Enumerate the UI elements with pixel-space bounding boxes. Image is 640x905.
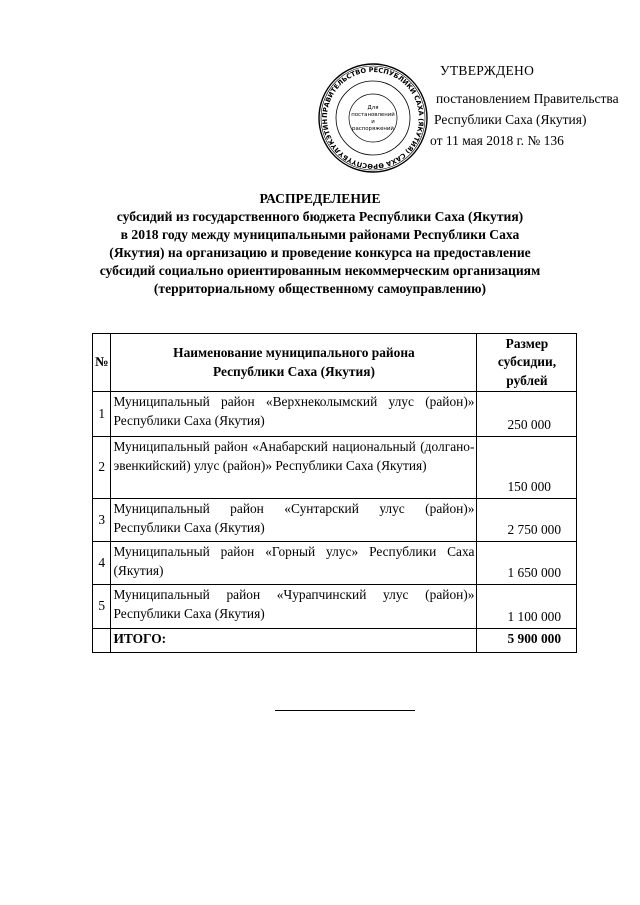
row-num: 5 xyxy=(93,585,111,629)
row-amount: 1 650 000 xyxy=(477,542,577,585)
row-amount: 150 000 xyxy=(477,437,577,499)
document-title xyxy=(70,190,570,298)
row-name: Муниципальный район «Горный улус» Республики Саха (Якутия) xyxy=(111,542,477,585)
row-name: Муниципальный район «Чурапчинский улус (район)» Республики Саха (Якутия) xyxy=(111,585,477,629)
official-seal xyxy=(317,62,429,174)
total-num-cell xyxy=(93,629,111,653)
row-num: 2 xyxy=(93,437,111,499)
row-num: 4 xyxy=(93,542,111,585)
header-amount xyxy=(477,334,577,392)
header-amount-line: Размер xyxy=(505,335,549,351)
header-amount-line: рублей xyxy=(506,372,548,388)
row-amount: 2 750 000 xyxy=(477,499,577,542)
row-num: 1 xyxy=(93,392,111,437)
seal-center-line: и xyxy=(371,119,375,125)
header-amount-line: субсидии, xyxy=(497,354,557,370)
closing-divider xyxy=(275,710,415,711)
header-name xyxy=(111,334,477,392)
seal-center-line: постановлений xyxy=(351,112,395,118)
table-total-row xyxy=(93,629,577,653)
title-line: субсидий социально ориентированным некоммерческим организациям xyxy=(99,263,541,278)
subsidy-table xyxy=(92,333,577,653)
table-row xyxy=(93,585,577,629)
title-line: субсидий из государственного бюджета Республики Саха (Якутия) xyxy=(116,209,524,224)
row-amount: 250 000 xyxy=(477,392,577,437)
row-name: Муниципальный район «Верхнеколымский улус (район)» Республики Саха (Якутия) xyxy=(111,392,477,437)
seal-center-line: Для xyxy=(367,105,379,111)
row-amount: 1 100 000 xyxy=(477,585,577,629)
approval-line: Республики Саха (Якутия) xyxy=(434,112,587,127)
title-line: в 2018 году между муниципальными районами Республики Саха xyxy=(120,227,520,242)
total-label: ИТОГО: xyxy=(111,629,477,653)
title-line: (Якутия) на организацию и проведение конкурса на предоставление xyxy=(109,245,531,260)
approval-heading: УТВЕРЖДЕНО xyxy=(440,63,535,78)
seal-ring-text: ПРАВИТЕЛЬСТВО РЕСПУБЛИКИ САХА (ЯКУТИЯ) САХА ӨРӨСПҮҮБҮЛҮКЭТИН xyxy=(320,65,426,171)
row-name: Муниципальный район «Анабарский национальный (долгано-эвенкийский) улус (район)» Республики Саха (Якутия) xyxy=(111,437,477,499)
row-num: 3 xyxy=(93,499,111,542)
title-line: (территориальному общественному самоуправлению) xyxy=(153,281,487,296)
header-name-line: Республики Саха (Якутия) xyxy=(213,363,375,379)
approval-block xyxy=(418,60,633,151)
approval-date-line: от 11 мая 2018 г. № 136 xyxy=(430,133,564,148)
table-row xyxy=(93,392,577,437)
seal-center-line: распоряжений xyxy=(352,126,394,132)
table-row xyxy=(93,437,577,499)
table-header-row xyxy=(93,334,577,392)
table-row xyxy=(93,499,577,542)
approval-line: постановлением Правительства xyxy=(436,91,619,106)
title-heading: РАСПРЕДЕЛЕНИЕ xyxy=(259,191,381,206)
header-name-line: Наименование муниципального района xyxy=(173,345,415,360)
row-name: Муниципальный район «Сунтарский улус (район)» Республики Саха (Якутия) xyxy=(111,499,477,542)
header-num: № xyxy=(93,334,111,392)
total-amount: 5 900 000 xyxy=(477,629,577,653)
table-row xyxy=(93,542,577,585)
